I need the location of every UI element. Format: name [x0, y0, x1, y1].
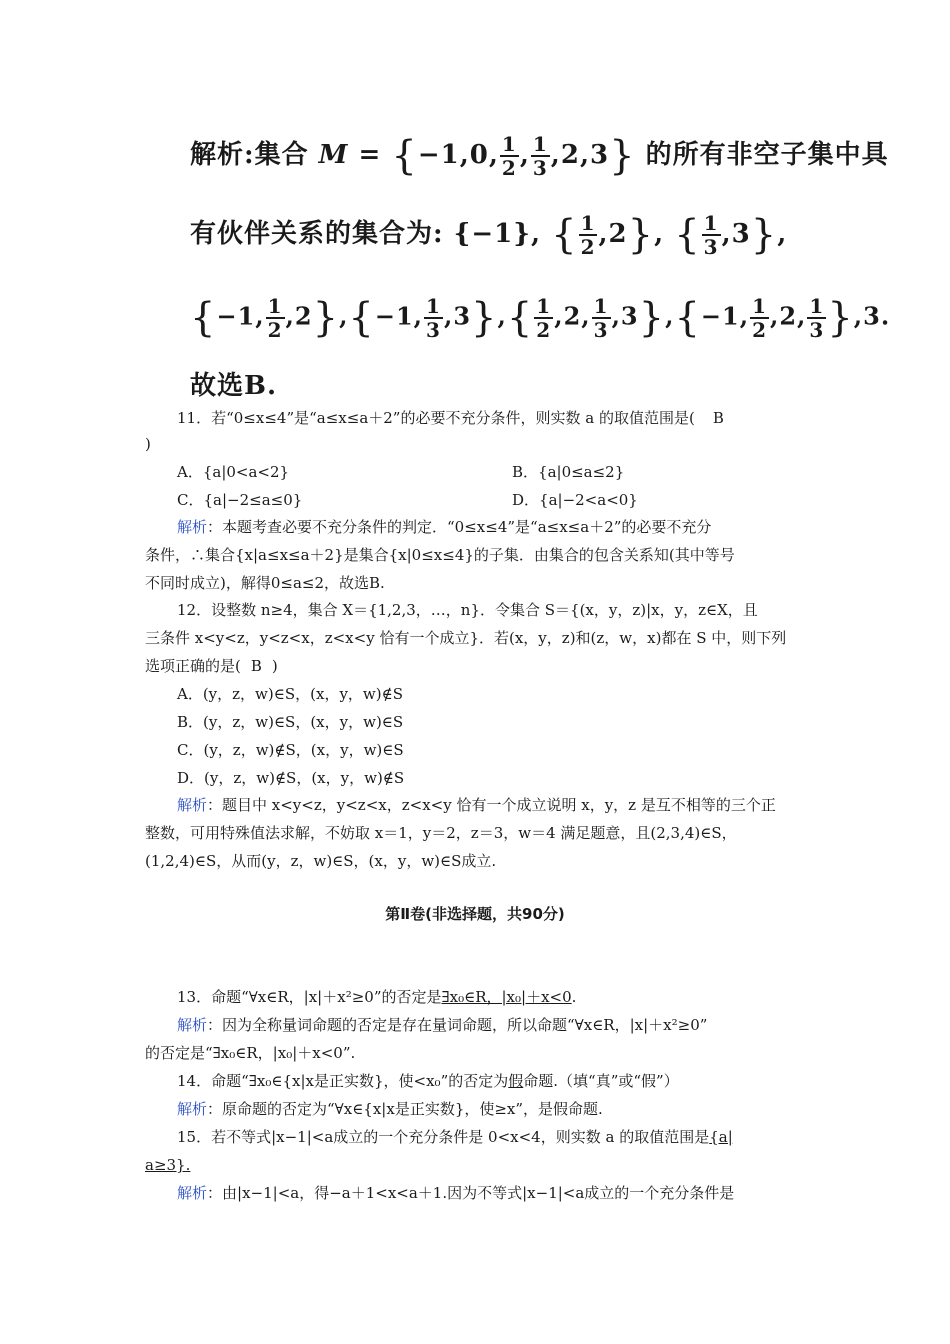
- denominator: 3: [703, 235, 719, 259]
- numerator: 1: [593, 294, 609, 318]
- subset: ,3: [443, 301, 472, 331]
- q14-explanation-1: [177, 1099, 603, 1119]
- solution-text: 的所有非空子集中具: [645, 140, 889, 170]
- q14-answer: 假: [508, 1072, 524, 1090]
- q12-stem-1: 12．设整数 n≥4，集合 X＝{1,2,3，…，n}．令集合 S＝{(x，y，z)|x，y，z∈X，且: [177, 601, 758, 619]
- denominator: 3: [809, 318, 825, 342]
- q12-stem-3: [145, 656, 278, 676]
- right-brace: }: [638, 295, 666, 341]
- numerator: 1: [267, 294, 283, 318]
- subset: {−1},: [453, 219, 542, 249]
- denominator: 2: [536, 318, 552, 342]
- numerator: 1: [426, 294, 441, 318]
- explanation-text: ：由|x−1|<a，得−a＋1<x<a＋1.因为不等式|x−1|<a成立的一个充分条件是: [207, 1184, 735, 1202]
- fraction-half: [579, 212, 598, 258]
- left-brace: {: [391, 133, 418, 179]
- denominator: 2: [267, 318, 283, 342]
- numerator: 1: [532, 132, 548, 156]
- right-brace: }: [471, 295, 498, 341]
- explanation-label: 解析: [177, 1100, 208, 1118]
- q15-answer: {a|: [709, 1128, 733, 1146]
- q14-text: 命题.（填“真”或“假”）: [523, 1072, 679, 1090]
- q11-stem-1: [177, 408, 724, 428]
- explanation-label: 解析: [177, 1184, 208, 1202]
- q15-stem: [177, 1127, 733, 1147]
- q12-option-a: A．(y，z，w)∈S，(x，y，w)∉S: [177, 685, 403, 703]
- q11-option-c: C．{a|−2≤a≤0}: [177, 491, 303, 509]
- comma: ,: [665, 301, 675, 331]
- q15-explanation-1: [177, 1183, 734, 1203]
- q12-option-b: B．(y，z，w)∈S，(x，y，w)∈S: [177, 713, 404, 731]
- q11-stem-2: ): [145, 435, 151, 453]
- comma: ,: [339, 301, 349, 331]
- fraction-half: [750, 295, 769, 341]
- right-brace: }: [750, 212, 778, 258]
- q12-stem-2: 三条件 x<y<z，y<z<x，z<x<y 恰有一个成立}．若(x，y，z)和(z，w，x)都在 S 中，则下列: [145, 629, 787, 647]
- comma: ,: [777, 219, 788, 249]
- right-brace: }: [312, 295, 340, 341]
- fraction-third: [807, 295, 826, 341]
- left-brace: {: [348, 295, 375, 341]
- left-brace: {: [190, 295, 217, 341]
- q13-stem: [177, 987, 576, 1007]
- numerator: 1: [536, 294, 552, 318]
- q13-explanation-2: 的否定是“∃x₀∈R，|x₀|＋x<0”.: [145, 1044, 356, 1062]
- q14-stem: [177, 1071, 679, 1091]
- q12-explanation-1: [177, 795, 776, 815]
- comma: ,: [519, 140, 530, 170]
- left-brace: {: [674, 212, 701, 258]
- left-brace: {: [674, 295, 701, 341]
- numerator: 1: [809, 294, 825, 318]
- comma: ,: [497, 301, 507, 331]
- right-brace: }: [609, 133, 636, 179]
- q12-option-c: C．(y，z，w)∉S，(x，y，w)∈S: [177, 741, 404, 759]
- fraction-third: [592, 295, 611, 341]
- q12-text: 选项正确的是(: [145, 657, 241, 675]
- q11-explanation-1: [177, 517, 711, 537]
- subset: −1,: [700, 301, 750, 331]
- subset: ,2: [598, 219, 628, 249]
- q11-explanation-2: 条件，∴集合{x|a≤x≤a＋2}是集合{x|0≤x≤4}的子集．由集合的包含关系知(其中等号: [145, 546, 735, 564]
- q11-option-b: B．{a|0≤a≤2}: [512, 463, 625, 481]
- denominator: 3: [426, 318, 441, 342]
- numerator: 1: [703, 211, 719, 235]
- denominator: 2: [580, 235, 596, 259]
- denominator: 2: [501, 156, 517, 180]
- section-title: 第Ⅱ卷(非选择题，共90分): [385, 905, 565, 923]
- explanation-label: 解析: [177, 796, 208, 814]
- numerator: 1: [580, 211, 596, 235]
- fraction-third: [702, 212, 721, 258]
- left-brace: {: [551, 212, 578, 258]
- subset: ,3: [721, 219, 751, 249]
- solution-line-1: [190, 133, 889, 179]
- q12-option-d: D．(y，z，w)∉S，(x，y，w)∉S: [177, 769, 405, 787]
- q11-option-d: D．{a|−2<a<0}: [512, 491, 638, 509]
- set-m: M =: [318, 140, 382, 170]
- q15-stem-2: [145, 1155, 190, 1175]
- q13-answer: ∃x₀∈R，|x₀|＋x<0: [441, 988, 572, 1006]
- solution-line-2: [190, 212, 787, 258]
- solution-line-3: [190, 295, 890, 341]
- solution-text: 有伙伴关系的集合为:: [190, 219, 444, 249]
- numerator: 1: [752, 294, 767, 318]
- explanation-text: ：因为全称量词命题的否定是存在量词命题，所以命题“∀x∈R，|x|＋x²≥0”: [207, 1016, 708, 1034]
- q12-text: ): [271, 657, 278, 675]
- fraction-half: [534, 295, 553, 341]
- q15-text: .: [185, 1156, 191, 1174]
- fraction-third: [531, 133, 550, 179]
- explanation-label: 解析: [177, 518, 208, 536]
- q14-text: 14．命题“∃x₀∈{x|x是正实数}，使<x₀”的否定为: [177, 1072, 509, 1090]
- subset: ,2,: [769, 301, 807, 331]
- explanation-label: 解析: [177, 1016, 208, 1034]
- q11-explanation-3: 不同时成立)，解得0≤a≤2，故选B.: [145, 574, 385, 592]
- q11-text: 11．若“0≤x≤4”是“a≤x≤a＋2”的必要不充分条件，则实数 a 的取值范围是(: [177, 409, 695, 427]
- subset: ,3.: [853, 301, 891, 331]
- solution-label: 解析:集合: [190, 140, 309, 170]
- q11-answer: B: [712, 409, 724, 427]
- set-elements: ,2,3: [550, 140, 610, 170]
- explanation-text: ：原命题的否定为“∀x∈{x|x是正实数}，使≥x”，是假命题.: [207, 1100, 603, 1118]
- q15-answer: a≥3}: [145, 1156, 186, 1174]
- q13-text: .: [571, 988, 577, 1006]
- set-elements: −1,0,: [417, 140, 499, 170]
- solution-line-4: 故选B.: [190, 371, 278, 401]
- right-brace: }: [827, 295, 854, 341]
- subset: ,2: [285, 301, 313, 331]
- comma: ,: [654, 219, 665, 249]
- q12-explanation-3: (1,2,4)∈S，从而(y，z，w)∈S，(x，y，w)∈S成立.: [145, 852, 497, 870]
- fraction-half: [500, 133, 519, 179]
- q11-option-a: A．{a|0<a<2}: [177, 463, 290, 481]
- q12-answer: B: [250, 657, 262, 675]
- explanation-text: ：题目中 x<y<z，y<z<x，z<x<y 恰有一个成立说明 x，y，z 是互不相等的三个正: [207, 796, 776, 814]
- subset: −1,: [216, 301, 265, 331]
- subset: ,3: [611, 301, 639, 331]
- explanation-text: ：本题考查必要不充分条件的判定．“0≤x≤4”是“a≤x≤a＋2”的必要不充分: [207, 518, 712, 536]
- fraction-half: [266, 295, 285, 341]
- left-brace: {: [506, 295, 534, 341]
- denominator: 3: [593, 318, 609, 342]
- numerator: 1: [501, 132, 517, 156]
- subset: −1,: [374, 301, 424, 331]
- q13-explanation-1: [177, 1015, 707, 1035]
- q15-text: 15．若不等式|x−1|<a成立的一个充分条件是 0<x<4，则实数 a 的取值范围是: [177, 1128, 710, 1146]
- q12-explanation-2: 整数，可用特殊值法求解，不妨取 x＝1，y＝2，z＝3，w＝4 满足题意，且(2,3,4)∈S，: [145, 824, 737, 842]
- right-brace: }: [627, 212, 655, 258]
- q13-text: 13．命题“∀x∈R，|x|＋x²≥0”的否定是: [177, 988, 442, 1006]
- fraction-third: [424, 295, 443, 341]
- subset: ,2,: [554, 301, 591, 331]
- denominator: 2: [752, 318, 767, 342]
- denominator: 3: [532, 156, 548, 180]
